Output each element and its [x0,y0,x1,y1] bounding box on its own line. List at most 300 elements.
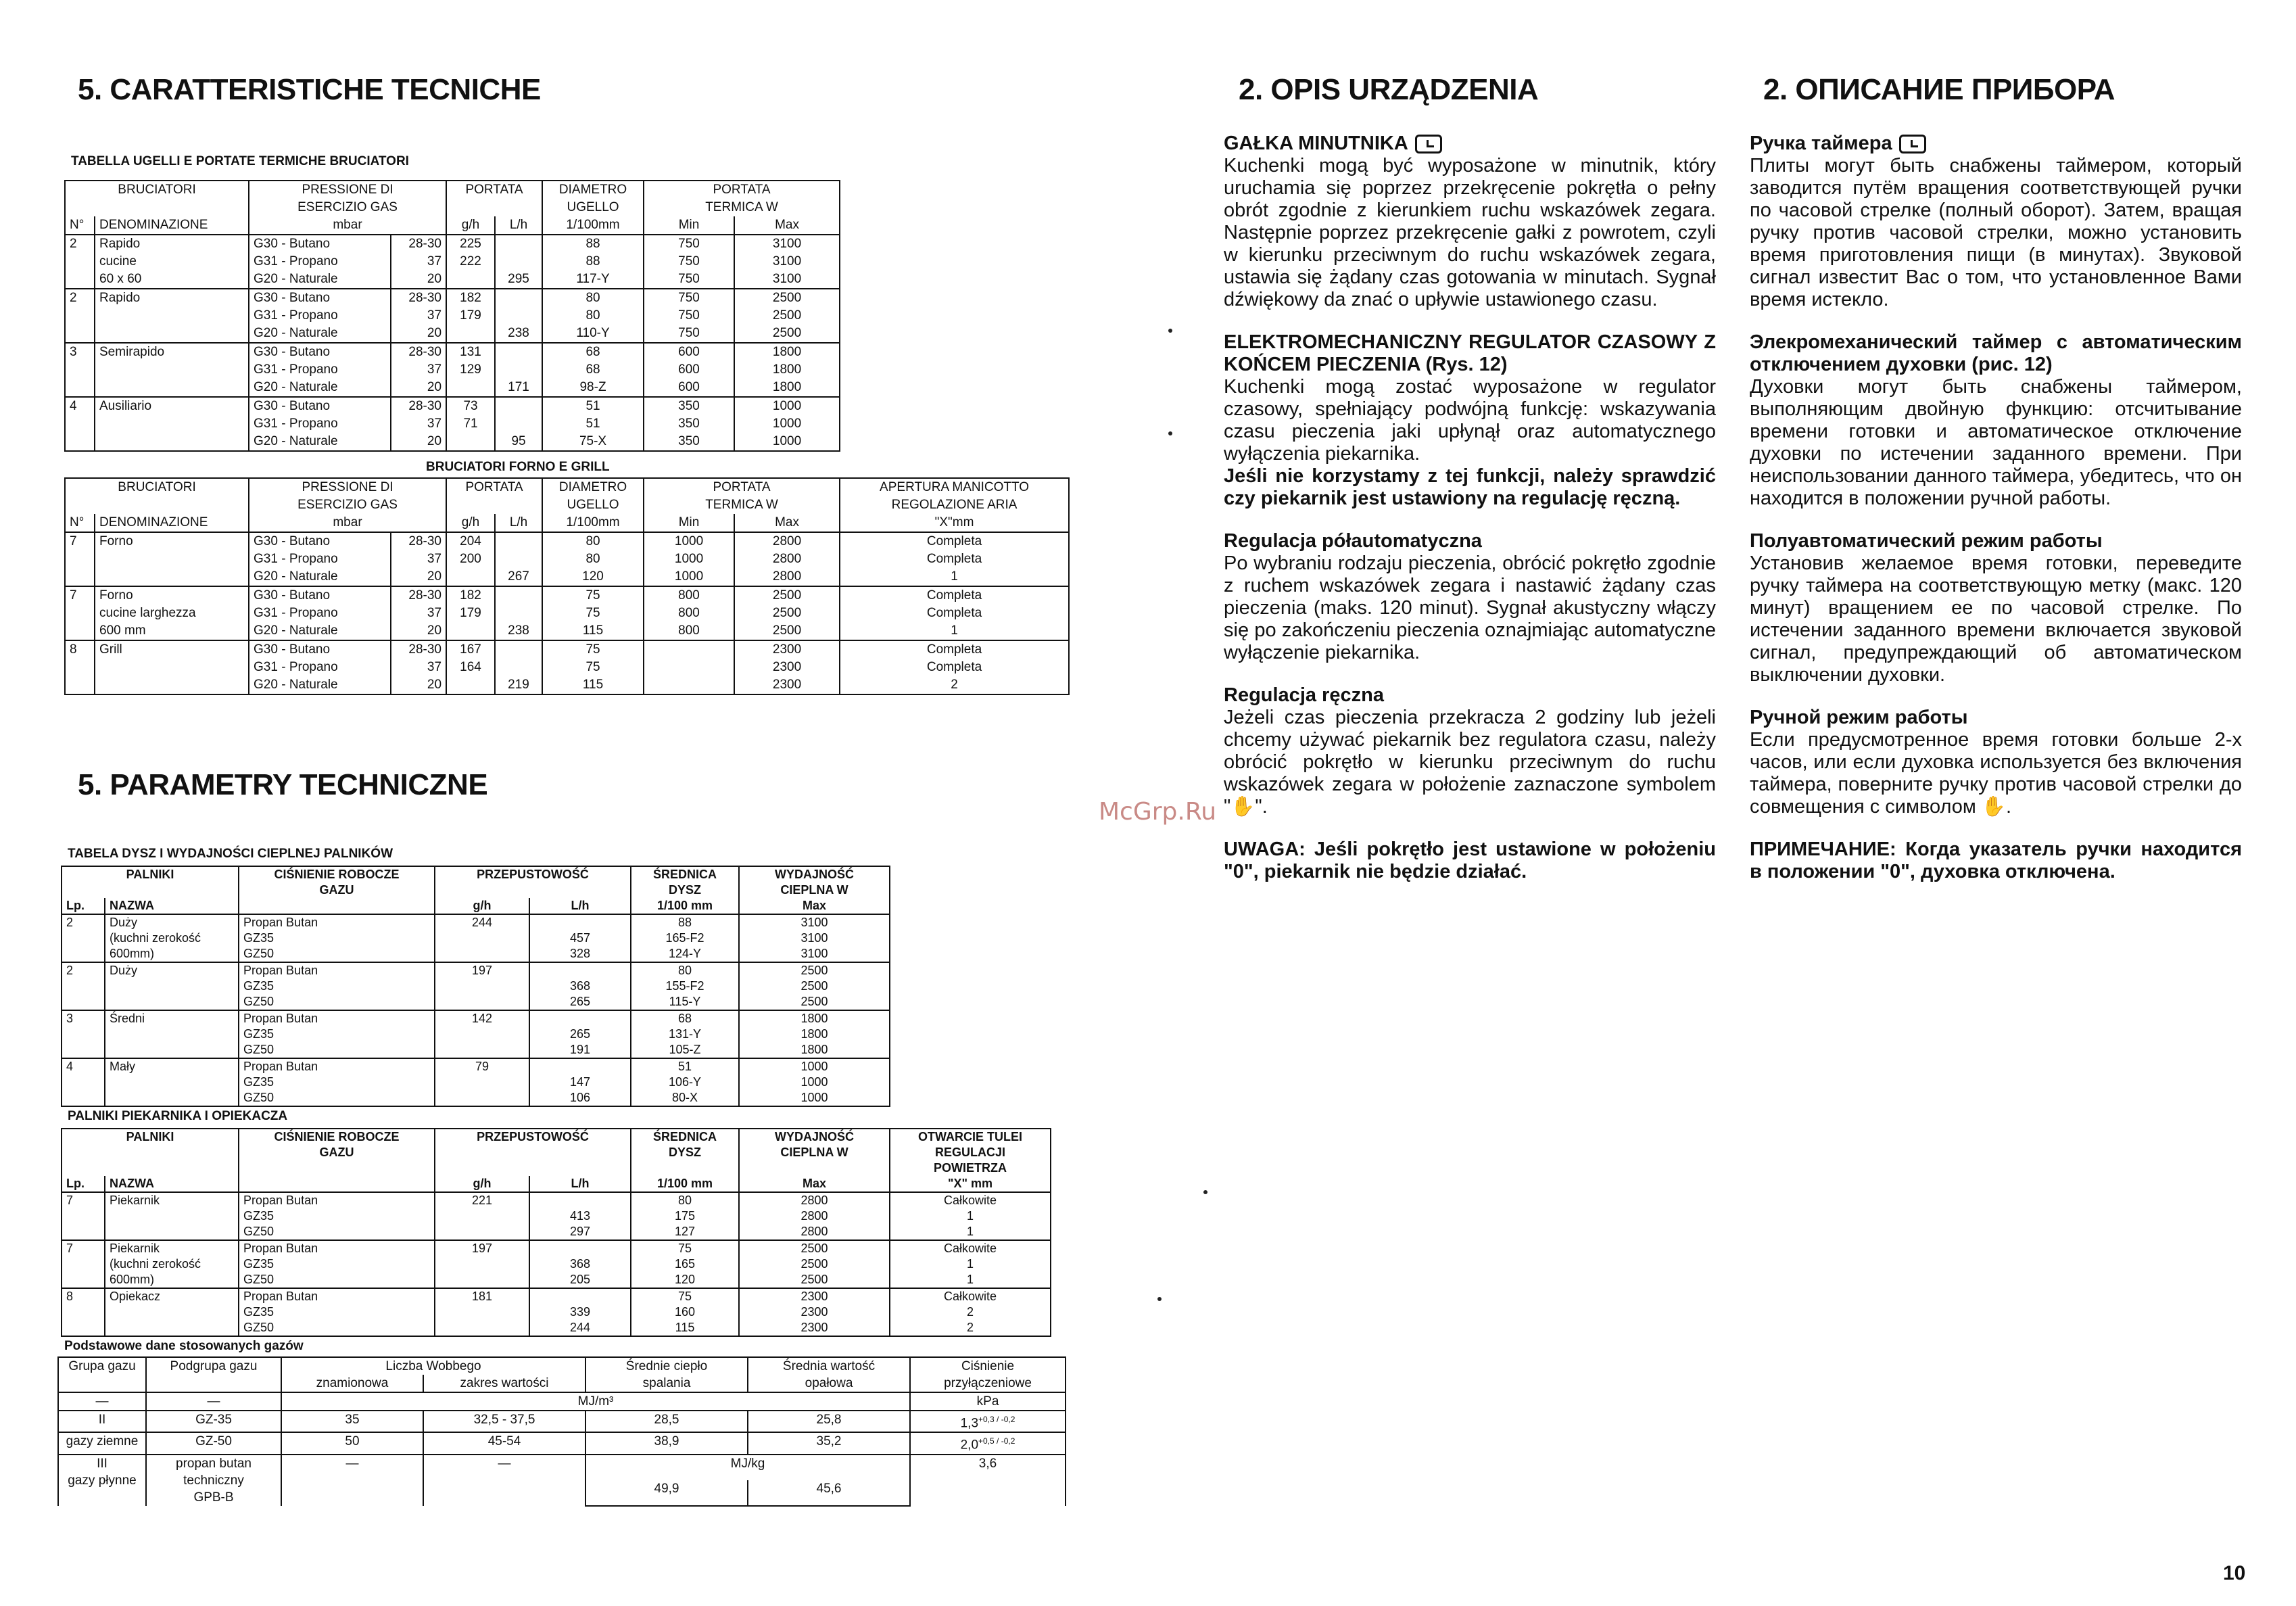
table-cell [435,1256,529,1272]
title-ru: 2. ОПИСАНИЕ ПРИБОРА [1763,73,2115,106]
table-cell [105,978,239,994]
table-row [62,930,890,946]
table-cell: Semirapido [95,343,249,361]
table-cell: Propan Butan [239,962,435,978]
table-cell: 2800 [739,1208,890,1224]
table-cell: zakres wartości [423,1375,585,1392]
table-cell: DIAMETRO UGELLO [542,181,644,216]
table-row [62,946,890,962]
table-cell: Max [734,514,840,532]
table-row [62,1208,1051,1224]
table-cell [435,1208,529,1224]
table-cell: G31 - Propano [249,550,391,568]
table-cell: 197 [435,1240,529,1256]
table-cell: ŚREDNICA DYSZ [631,866,739,898]
table-cell [65,433,95,451]
pl-polauto-text: Po wybraniu rodzaju pieczenia, obrócić pokrętło zgodnie z ruchem wskazówek zegara i nastawić żądany czas pieczenia (maks. 120 minut). Sygnał akustyczny włączy się po zakończeniu pieczenia oznajmiając automatyczne wyłączenie piekarnika. [1224,552,1716,663]
table-cell: 2500 [739,1240,890,1256]
table-cell: 1000 [644,550,734,568]
table-cell: 88 [542,235,644,253]
table-cell: G20 - Naturale [249,379,391,397]
table-cell: L/h [495,216,542,235]
table-row [65,550,1069,568]
table-cell [65,676,95,694]
table-cell: 1/100 mm [631,898,739,914]
table-cell: 328 [529,946,631,962]
table-cell: 88 [542,253,644,270]
table-cell: 265 [529,994,631,1010]
table-cell: Completa [840,605,1069,622]
table3-caption: TABELA DYSZ I WYDAJNOŚCI CIEPLNEJ PALNIKÓW [68,847,393,861]
table-cell: G30 - Butano [249,397,391,415]
table-cell: — [58,1392,146,1411]
table-cell: 3100 [734,235,840,253]
table-cell: Lp. [62,898,105,914]
table-cell [446,568,495,586]
table-cell [62,1304,105,1320]
table-cell: Completa [840,659,1069,676]
table-cell: 75 [542,640,644,659]
table-cell: 142 [435,1010,529,1026]
table-cell: 2500 [739,1272,890,1288]
table-cell [446,676,495,694]
table-cell: 117-Y [542,270,644,289]
table-cell: GZ50 [239,1320,435,1336]
table-cell: PRESSIONE DI ESERCIZIO GAS [249,181,446,216]
table-cell: L/h [529,1176,631,1192]
watermark: McGrp.Ru [1099,798,1217,826]
table-cell: 1000 [734,415,840,433]
table-cell: 3 [65,343,95,361]
table-cell [62,946,105,962]
table-cell [529,1192,631,1208]
table-cell: 204 [446,532,495,550]
table-cell: 1800 [734,343,840,361]
table-cell: 1 [890,1224,1051,1240]
table-cell [495,586,542,605]
table-cell: 244 [529,1320,631,1336]
table-cell: 115 [631,1320,739,1336]
ru-polauto-text: Установив желаемое время готовки, переведите ручку таймера на соответствующую метку (макс. 120 минут) вращением ее по часовой стрелке. По истечении заданного времени включается звуковой сигнал, предупреждающий об автоматическом выключении духовки. [1750,552,2242,686]
table-cell [95,415,249,433]
table-cell: G30 - Butano [249,532,391,550]
table-cell: mbar [249,216,446,235]
table-cell: 120 [542,568,644,586]
table-cell: G20 - Naturale [249,568,391,586]
table-cell: 37 [391,550,446,568]
margin-dot [1168,431,1172,435]
table-cell: $1,3^{+0,3 / -0,2}$ [910,1411,1066,1432]
table-cell: 3100 [739,914,890,930]
table-cell: 265 [529,1026,631,1042]
table-cell: 2500 [734,605,840,622]
table-cell: 4 [62,1058,105,1074]
table-cell: 124-Y [631,946,739,962]
table-cell [495,361,542,379]
table-cell: 106-Y [631,1074,739,1090]
table-cell [105,1304,239,1320]
pl-timer-heading: GAŁKA MINUTNIKA [1224,133,1716,155]
table-cell: (kuchni zerokość [105,1256,239,1272]
table-cell: 20 [391,270,446,289]
table-cell: GZ-50 [146,1432,281,1454]
timer-icon [1899,135,1926,153]
table-cell: 181 [435,1288,529,1304]
table-cell: Propan Butan [239,1240,435,1256]
table-cell [105,1074,239,1090]
table-cell [495,605,542,622]
table-row [58,1455,1066,1480]
table-cell: III gazy płynne [58,1455,146,1506]
table-cell [62,1208,105,1224]
table-cell: 179 [446,307,495,325]
table-cell [105,994,239,1010]
table-cell [65,307,95,325]
table-cell: gazy ziemne [58,1432,146,1454]
table-cell: 2300 [734,640,840,659]
table-cell: NAZWA [105,898,239,914]
table-cell [495,289,542,307]
table-cell: 1800 [739,1010,890,1026]
pl-elektro-bold: Jeśli nie korzystamy z tej funkcji, należy sprawdzić czy piekarnik jest ustawiony na regulację ręczną. [1224,465,1716,509]
table-cell: 221 [435,1192,529,1208]
table-cell [435,1304,529,1320]
table-cell: 20 [391,325,446,343]
table-cell: 750 [644,235,734,253]
table-cell [95,433,249,451]
table-row [62,1192,1051,1208]
table-cell: G20 - Naturale [249,325,391,343]
table-cell: 1800 [739,1042,890,1058]
table-cell: GZ-35 [146,1411,281,1432]
table-cell [495,253,542,270]
table-cell [95,659,249,676]
table-cell: 2 [840,676,1069,694]
table-cell: 79 [435,1058,529,1074]
table-cell: 1000 [644,532,734,550]
table-cell [105,1208,239,1224]
table-cell: G30 - Butano [249,586,391,605]
table-cell: GZ50 [239,1224,435,1240]
table-row [65,289,840,307]
table-cell: G31 - Propano [249,415,391,433]
table-cell: 7 [65,532,95,550]
table-cell: 25,8 [748,1411,910,1432]
table-cell: Max [739,898,890,914]
table-cell [495,415,542,433]
table-cell: 1000 [739,1058,890,1074]
table-cell: g/h [435,898,529,914]
table-cell: "X" mm [890,1176,1051,1192]
table4-caption: PALNIKI PIEKARNIKA I OPIEKACZA [68,1109,288,1123]
table-cell: 2800 [739,1192,890,1208]
table-cell: 182 [446,289,495,307]
table-cell: G31 - Propano [249,605,391,622]
table-cell [644,640,734,659]
table-cell: MJ/kg [585,1455,910,1480]
ru-elektro-heading: Элекромеханический таймер с автоматическим отключением духовки (рис. 12) [1750,331,2242,375]
table-cell [65,253,95,270]
table-cell: Min [644,216,734,235]
table-cell: 3100 [739,946,890,962]
pl-polauto-heading: Regulacja półautomatyczna [1224,530,1482,552]
table-cell [495,550,542,568]
table-cell: 165-F2 [631,930,739,946]
burner-table-it [64,180,840,452]
table-cell: Forno [95,586,249,605]
table-cell: 2300 [739,1288,890,1304]
table-cell: PORTATA [446,181,542,216]
table-cell [239,898,435,914]
table-cell [65,568,95,586]
table-cell: 155-F2 [631,978,739,994]
table-cell [105,1320,239,1336]
table-cell: 80-X [631,1090,739,1106]
table-cell: 50 [281,1432,423,1454]
table-cell: Piekarnik [105,1240,239,1256]
table-cell: Całkowite [890,1192,1051,1208]
table-cell [435,1026,529,1042]
table-row [58,1392,1066,1411]
table-cell: Propan Butan [239,1010,435,1026]
table-cell [435,1320,529,1336]
table-cell: G20 - Naturale [249,433,391,451]
table-row [65,216,840,235]
table-row [62,898,890,914]
table-cell: Forno [95,532,249,550]
oven-table-pl [61,1128,1051,1337]
table-cell: kPa [910,1392,1066,1411]
table-cell: 60 x 60 [95,270,249,289]
table-cell: 368 [529,978,631,994]
table-cell: 115-Y [631,994,739,1010]
table-cell [105,1224,239,1240]
table-cell: 80 [631,962,739,978]
table-cell: 750 [644,325,734,343]
pl-timer-text: Kuchenki mogą być wyposażone w minutnik, który uruchamia się poprzez przekręcenie pokrętła o pełny obrót zgodnie z kierunkiem ruchu wskazówek zegara. Następnie poprzez przekręcenie gałki z powrotem, czyli w kierunku przeciwnym do ruchu wskazówek zegara, ustawia się żądany czas gotowania w minutach. Sygnał dźwiękowy da znać o upływie ustawionego czasu. [1224,155,1716,310]
table-cell: BRUCIATORI [65,478,249,514]
table-cell [495,343,542,361]
table-cell: 2800 [739,1224,890,1240]
table-cell: 182 [446,586,495,605]
table-cell: 127 [631,1224,739,1240]
table-cell: 2500 [739,994,890,1010]
table-cell: GZ35 [239,1208,435,1224]
table-cell [65,325,95,343]
table-cell: 68 [542,343,644,361]
table-cell: GZ35 [239,1304,435,1320]
table-cell [446,270,495,289]
table-cell: 368 [529,1256,631,1272]
table-row [62,994,890,1010]
table-cell [435,930,529,946]
table-cell: Podgrupa gazu [146,1357,281,1392]
table-cell: 98-Z [542,379,644,397]
table-cell: 71 [446,415,495,433]
table-cell [65,361,95,379]
table-cell: PORTATA TERMICA W [644,478,840,514]
table-cell: PRESSIONE DI ESERCIZIO GAS [249,478,446,514]
table-cell: 1000 [734,397,840,415]
table-cell: 80 [542,289,644,307]
table-cell: 167 [446,640,495,659]
table-cell: Piekarnik [105,1192,239,1208]
table-cell [446,379,495,397]
table-cell: APERTURA MANICOTTO REGOLAZIONE ARIA [840,478,1069,514]
table-cell [62,1256,105,1272]
table-cell: GZ50 [239,1090,435,1106]
table-cell: 1800 [734,379,840,397]
table-cell: znamionowa [281,1375,423,1392]
table-cell: 75 [542,605,644,622]
table-cell: 68 [542,361,644,379]
table-cell: 219 [495,676,542,694]
table-cell: 2500 [734,289,840,307]
table-cell: 800 [644,622,734,640]
table-cell: G30 - Butano [249,343,391,361]
table-cell: 37 [391,307,446,325]
table-row [65,415,840,433]
table-cell: cucine [95,253,249,270]
pl-reczna-text: Jeżeli czas pieczenia przekracza 2 godziny lub jeżeli chcemy używać piekarnik bez regulatora czasu, należy obrócić pokrętło w kierunku przeciwnym do ruchu wskazówek zegara w położenie zaznaczone symbolem "✋". [1224,707,1716,818]
table-row [58,1432,1066,1454]
table-cell: L/h [529,898,631,914]
table-cell: Grill [95,640,249,659]
table-cell: 147 [529,1074,631,1090]
table-cell: PORTATA [446,478,542,514]
table-cell: 600 mm [95,622,249,640]
table-row [65,640,1069,659]
table-cell: 80 [542,550,644,568]
table-cell: Completa [840,640,1069,659]
table-cell: N° [65,514,95,532]
table-cell: 225 [446,235,495,253]
table-cell: Duży [105,914,239,930]
table-cell: 2300 [734,676,840,694]
pl-uwaga-text: UWAGA: Jeśli pokrętło jest ustawione w położeniu "0", piekarnik nie będzie działać. [1224,839,1716,882]
pl-elektro-heading: ELEKTROMECHANICZNY REGULATOR CZASOWY Z KOŃCEM PIECZENIA (Rys. 12) [1224,331,1716,375]
table-cell: 105-Z [631,1042,739,1058]
table-cell: GZ35 [239,978,435,994]
table-cell: PRZEPUSTOWOŚĆ [435,866,631,898]
table-row [65,622,1069,640]
table-cell: 2500 [734,622,840,640]
table-cell: 115 [542,622,644,640]
table-cell: mbar [249,514,446,532]
table-cell: CIŚNIENIE ROBOCZE GAZU [239,1129,435,1176]
table-cell: 2800 [734,550,840,568]
table-cell [95,307,249,325]
table-cell: 32,5 - 37,5 [423,1411,585,1432]
table-cell: Ausiliario [95,397,249,415]
table-row [65,433,840,451]
table-cell: GZ35 [239,1026,435,1042]
table-cell: 7 [62,1192,105,1208]
ru-ruchnoy-text: Если предусмотренное время готовки больше 2-х часов, или если духовка используется без включения таймера, поверните ручку против часовой стрелки до совмещения с символом ✋. [1750,729,2242,818]
table-cell: 75 [542,659,644,676]
table-cell: 2500 [734,325,840,343]
table-cell: 3100 [739,930,890,946]
table-cell [446,433,495,451]
table-cell [529,1240,631,1256]
table-cell [529,1288,631,1304]
table-cell: Propan Butan [239,914,435,930]
table-row [62,1224,1051,1240]
table-cell [239,1176,435,1192]
table-cell: 51 [542,415,644,433]
table-cell: 200 [446,550,495,568]
table-cell: 20 [391,568,446,586]
table-cell: G31 - Propano [249,253,391,270]
ru-note-text: ПРИМЕЧАНИЕ: Когда указатель ручки находится в положении "0", духовка отключена. [1750,839,2242,882]
table-cell: Propan Butan [239,1288,435,1304]
table-cell: 2500 [739,962,890,978]
ru-elektro-text: Духовки могут быть снабжены таймером, выполняющим двойную функцию: отсчитывание времени готовки и автоматическое отключение духовки по истечении заданного времени. При неиспользовании данного таймера, убедитесь, что он находится в положении ручной работы. [1750,376,2242,509]
table-cell: 110-Y [542,325,644,343]
table-cell: 1800 [739,1026,890,1042]
table-cell: 75-X [542,433,644,451]
table-cell: Grupa gazu [58,1357,146,1392]
table-row [62,914,890,930]
table-cell: GZ50 [239,994,435,1010]
table-cell [435,1042,529,1058]
table-cell: 20 [391,379,446,397]
table-row [62,1304,1051,1320]
page-number: 10 [2223,1562,2246,1584]
table-cell: 4 [65,397,95,415]
table-cell [495,397,542,415]
table-cell: 800 [644,586,734,605]
table-cell: PORTATA TERMICA W [644,181,840,216]
table-cell: g/h [435,1176,529,1192]
table-cell [435,946,529,962]
table-cell: 35 [281,1411,423,1432]
table-cell: 28-30 [391,532,446,550]
polish-column [1224,133,1716,883]
table-cell: 28-30 [391,586,446,605]
table-cell: Średnia wartość opałowa [748,1357,910,1392]
table-cell: II [58,1411,146,1432]
table-cell: g/h [446,514,495,532]
table-cell: 1 [890,1208,1051,1224]
table-cell: 175 [631,1208,739,1224]
table-cell: 413 [529,1208,631,1224]
table-cell: 222 [446,253,495,270]
table5-caption: Podstawowe dane stosowanych gazów [64,1339,304,1353]
table-cell: 7 [65,586,95,605]
table-cell [62,1320,105,1336]
table-row [62,1058,890,1074]
table-cell [435,978,529,994]
table-row [62,866,890,898]
table-row [65,478,1069,514]
table-cell: 51 [542,397,644,415]
timer-icon [1415,135,1442,153]
table-cell [62,1272,105,1288]
table-cell: 800 [644,605,734,622]
table-cell: 1/100 mm [631,1176,739,1192]
table-cell: MJ/m³ [281,1392,910,1411]
table1-caption: TABELLA UGELLI E PORTATE TERMICHE BRUCIATORI [71,154,409,168]
title-pl-opis: 2. OPIS URZĄDZENIA [1239,73,1539,106]
table-cell: G31 - Propano [249,361,391,379]
table-cell: Completa [840,532,1069,550]
table-cell: Rapido [95,289,249,307]
table-cell: 49,9 [585,1480,748,1506]
table-cell [95,676,249,694]
table-cell: 2300 [734,659,840,676]
table-cell: 205 [529,1272,631,1288]
